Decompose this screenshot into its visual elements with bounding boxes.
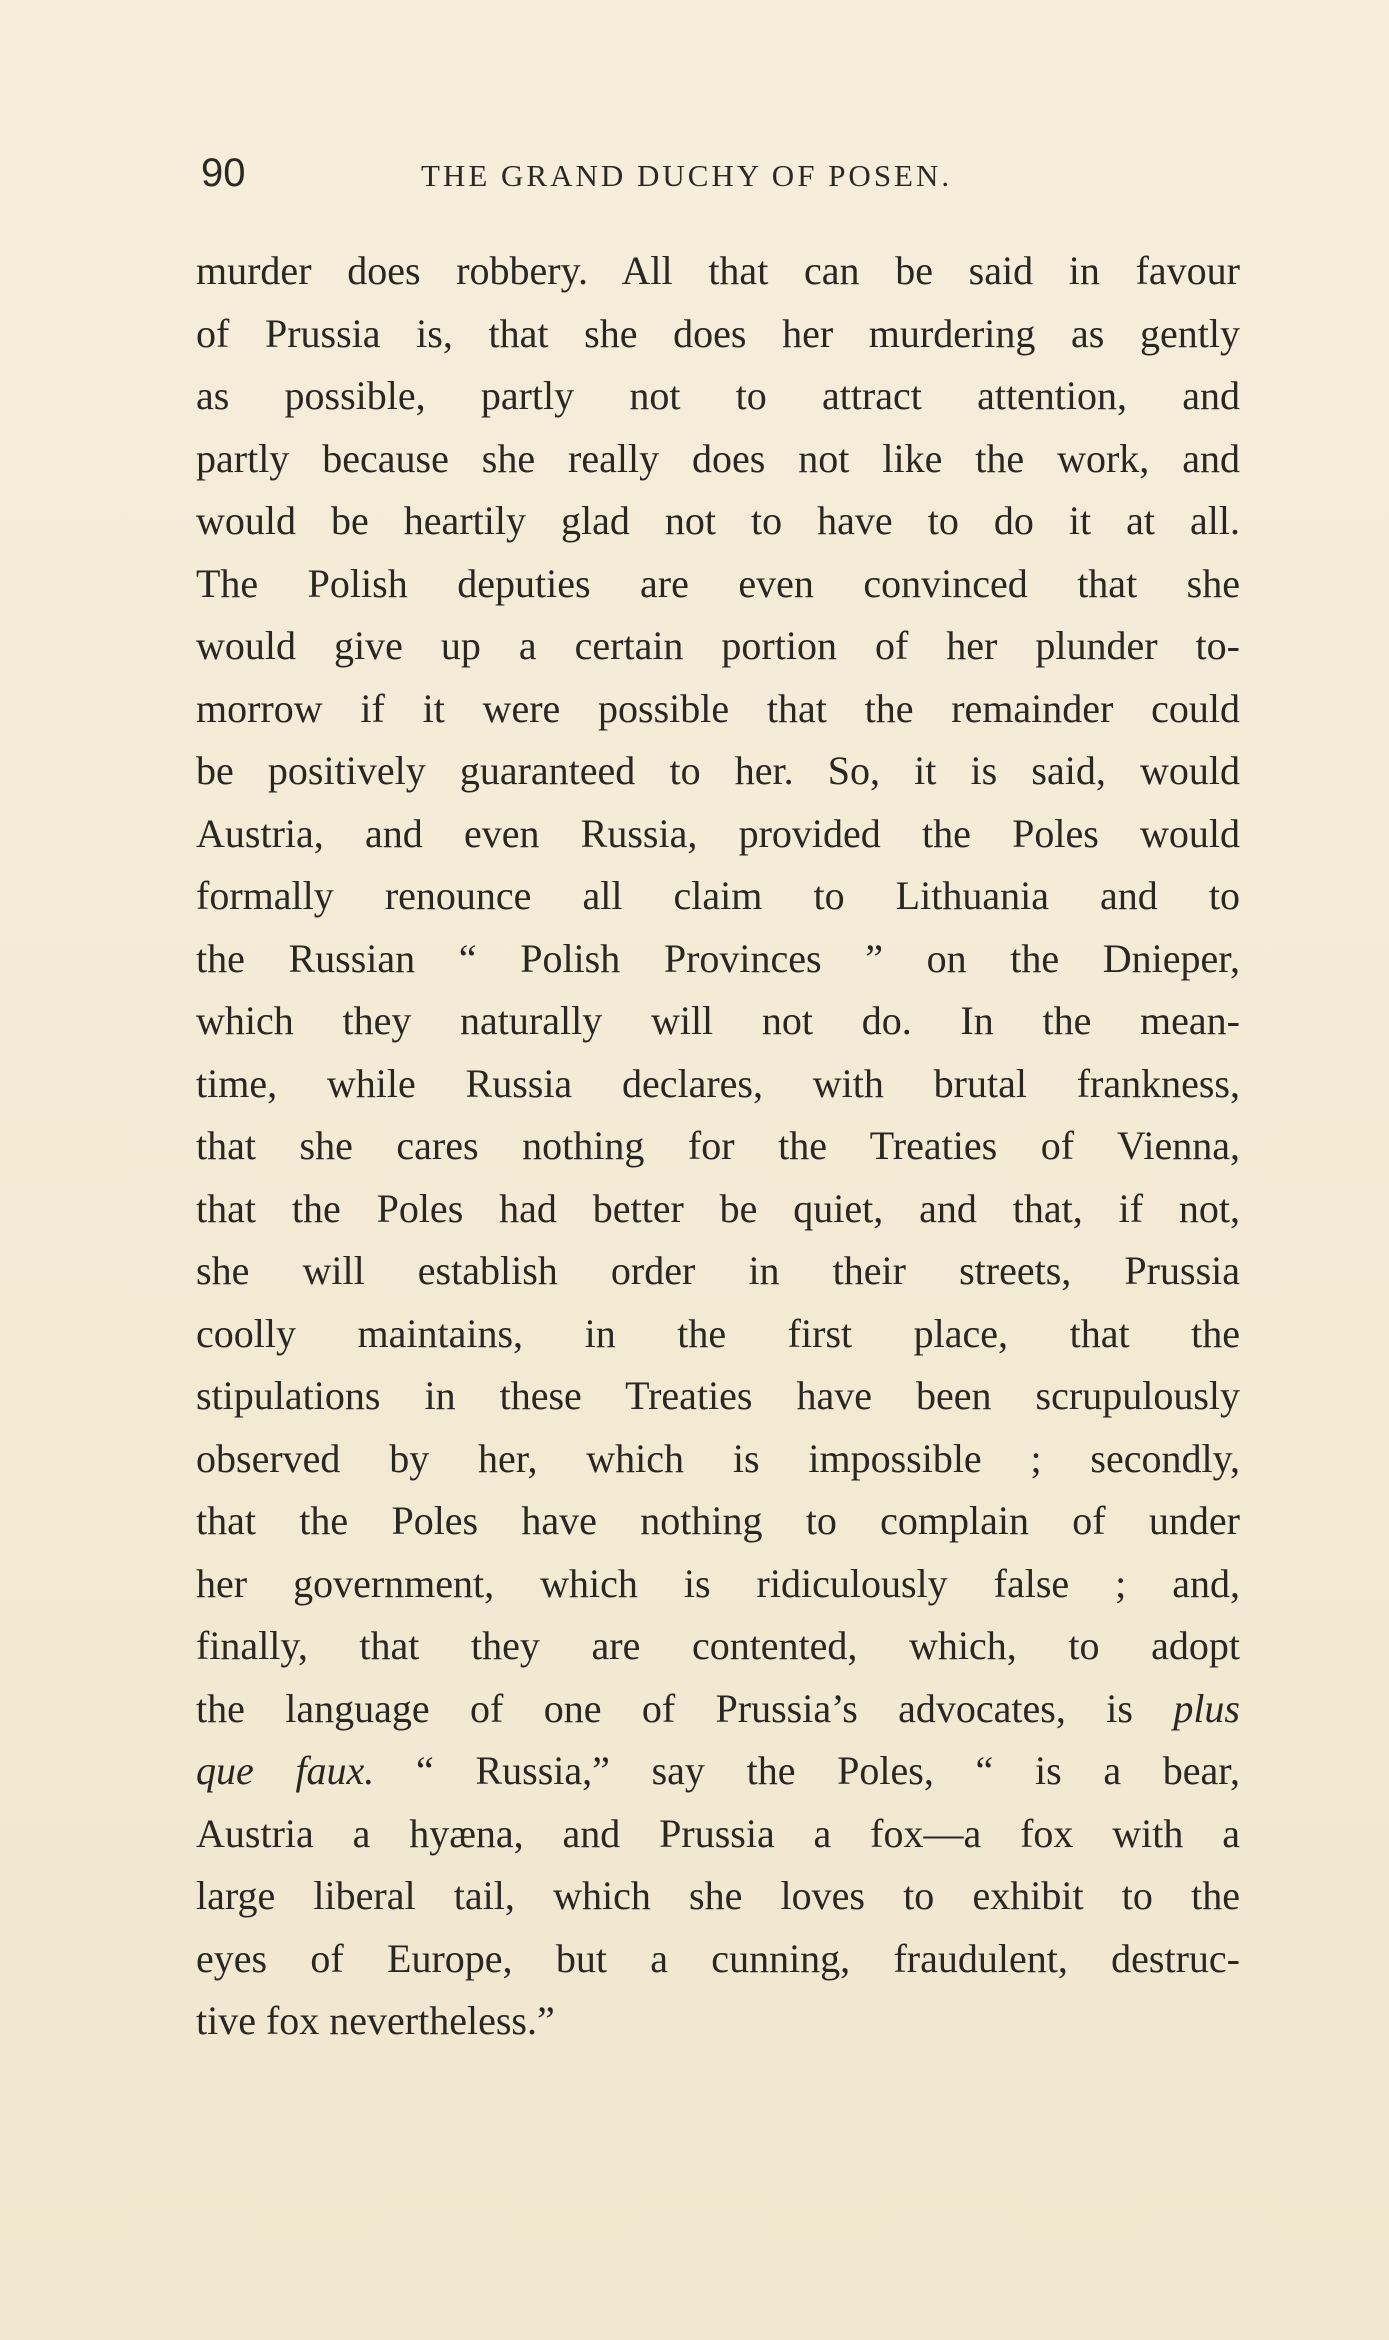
text-line: formally renounce all claim to Lithuania and to	[196, 873, 1240, 918]
text-line: would give up a certain portion of her plunder to-	[196, 623, 1240, 668]
text-line: partly because she really does not like the work, and	[196, 435, 1240, 481]
text-line: murder does robbery. All that can be said in favour	[196, 248, 1240, 293]
text-line: eyes of Europe, but a cunning, fraudulent, destruc-	[196, 1935, 1240, 1981]
text-line: Austria a hyæna, and Prussia a fox—a fox with a	[196, 1810, 1240, 1856]
text-line: be positively guaranteed to her. So, it is said, would	[196, 748, 1240, 793]
text-line: Austria, and even Russia, provided the Poles would	[196, 810, 1240, 856]
text-line: she will establish order in their streets, Prussia	[196, 1248, 1240, 1293]
text-line: her government, which is ridiculously false ; and,	[196, 1560, 1240, 1606]
text-line: finally, that they are contented, which, to adopt	[196, 1623, 1240, 1668]
text-span: “ Russia,” say the Poles, “ is a bear,	[374, 1748, 1240, 1793]
text-line: morrow if it were possible that the remainder could	[196, 685, 1240, 731]
text-line: large liberal tail, which she loves to exhibit to the	[196, 1873, 1240, 1918]
text-line: as possible, partly not to attract attention, and	[196, 373, 1240, 418]
text-line: would be heartily glad not to have to do it at all.	[196, 498, 1240, 543]
text-line: that she cares nothing for the Treaties of Vienna,	[196, 1123, 1240, 1168]
running-head	[201, 148, 1231, 198]
text-line: of Prussia is, that she does her murdering as gently	[196, 310, 1240, 356]
text-line	[196, 1678, 1240, 1741]
text-line: time, while Russia declares, with brutal frankness,	[196, 1060, 1240, 1106]
text-line	[196, 1740, 1240, 1803]
text-line: that the Poles had better be quiet, and that, if not,	[196, 1185, 1240, 1231]
text-line: coolly maintains, in the first place, that the	[196, 1310, 1240, 1356]
italic-phrase: plus	[1173, 1685, 1240, 1731]
running-title: THE GRAND DUCHY OF POSEN.	[421, 158, 953, 193]
text-line: the Russian “ Polish Provinces ” on the Dnieper,	[196, 935, 1240, 981]
text-line: The Polish deputies are even convinced that she	[196, 560, 1240, 606]
text-line: observed by her, which is impossible ; secondly,	[196, 1435, 1240, 1481]
body-text	[196, 240, 1240, 2053]
text-line: which they naturally will not do. In the mean-	[196, 998, 1240, 1043]
text-line: that the Poles have nothing to complain of under	[196, 1498, 1240, 1543]
italic-phrase: que faux.	[196, 1748, 375, 1793]
page-number: 90	[201, 151, 246, 195]
text-line: stipulations in these Treaties have been scrupulously	[196, 1373, 1240, 1418]
text-span: the language of one of Prussia’s advocates, is	[196, 1685, 1174, 1731]
text-line: tive fox nevertheless.”	[196, 1998, 555, 2043]
